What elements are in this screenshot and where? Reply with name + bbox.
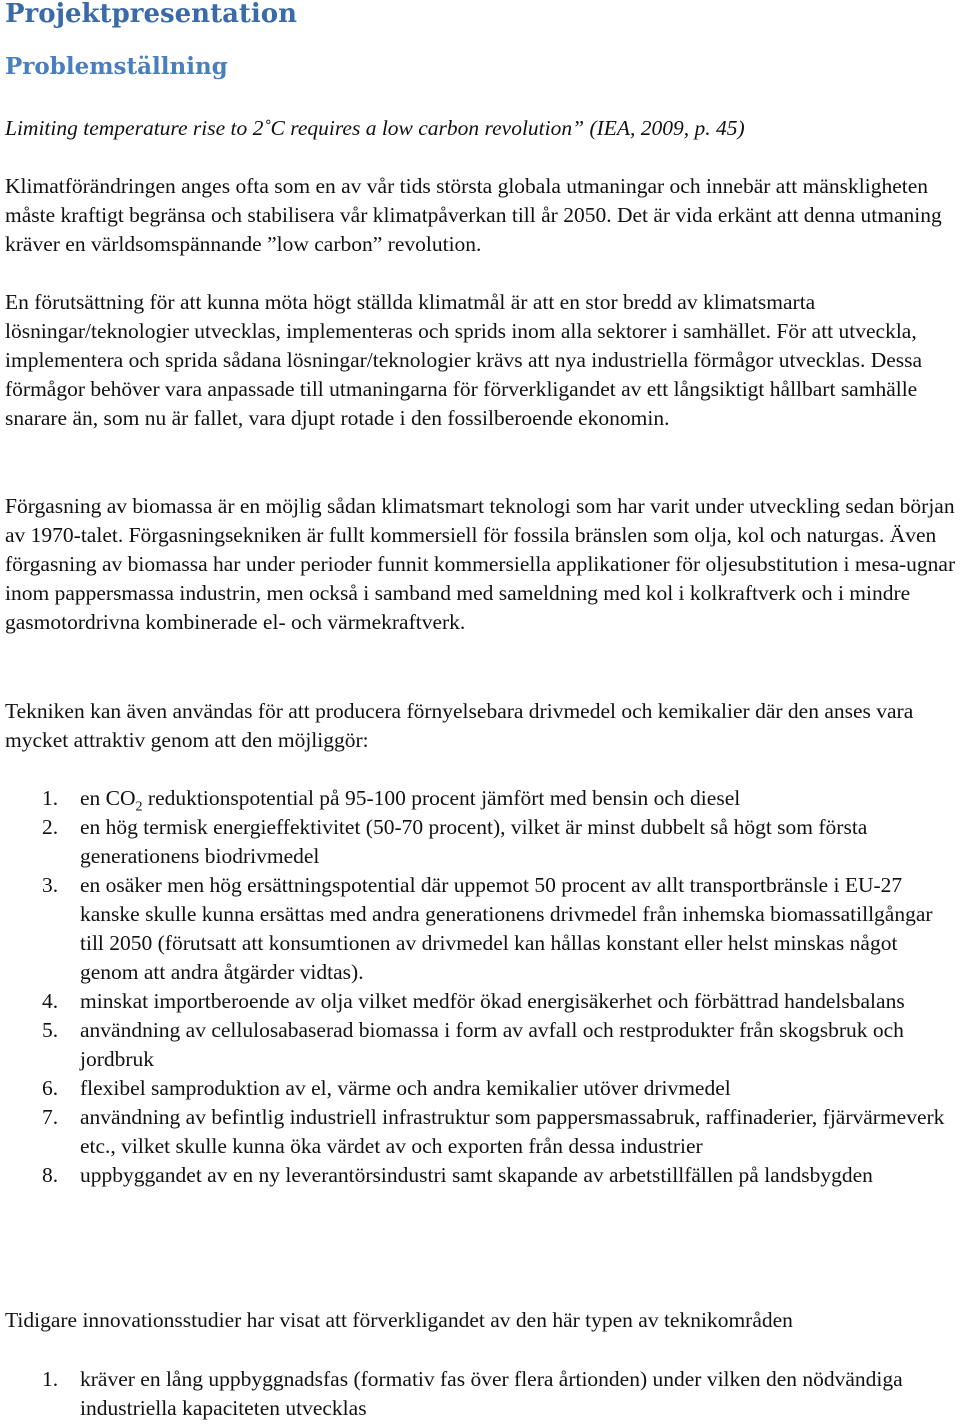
paragraph-innovation: Tidigare innovationsstudier har visat att förverkligandet av den här typen av teknikområden: [5, 1308, 793, 1332]
list-item: [0, 987, 960, 1016]
list-item: 1. en $CO_2$ reduktionspotential på 95-100 procent jämfört med bensin och diesel: [42, 786, 741, 815]
paragraph-technique: Tekniken kan även användas för att producera förnyelsebara drivmedel och kemikalier där den anses vara mycket attraktiv genom att den möjliggör:: [5, 699, 914, 752]
list-item: [0, 1365, 960, 1423]
list-item: [0, 1103, 960, 1161]
paragraph-climate: Klimatförändringen anges ofta som en av vår tids största globala utmaningar och innebär att mänskligheten måste kraftigt begränsa och stabilisera vår klimatpåverkan till år 2050. Det är vida erkänt att denna utmaning kräver en världsomspännande ”low carbon” revolution.: [5, 174, 942, 256]
list-item-number: 2.: [42, 815, 59, 839]
list-item-text: minskat importberoende av olja vilket medför ökad energisäkerhet och förbättrad handelsbalans: [80, 989, 905, 1013]
list-item-number: 3.: [42, 873, 59, 897]
list-item: [0, 1161, 960, 1190]
list-item-number: 8.: [42, 1163, 59, 1187]
paragraph-prerequisite: En förutsättning för att kunna möta högt ställda klimatmål är att en stor bredd av klimatsmarta lösningar/teknologier utvecklas, implementeras och sprids inom alla sektorer i samhället. För att utveckla, implementera och sprida sådana lösningar/teknologier krävs att nya industriella förmågor utvecklas. Dessa förmågor behöver vara anpassade till utmaningarna för förverkligandet av ett långsiktigt hållbart samhälle snarare än, som nu är fallet, vara djupt rotade i den fossilberoende ekonomin.: [5, 290, 923, 430]
list-item: [0, 1074, 960, 1103]
list-item-number: 1.: [42, 786, 59, 810]
page-title: Projektpresentation: [5, 0, 298, 29]
benefits-list: [0, 784, 960, 1190]
list-item-number: 4.: [42, 989, 59, 1013]
list-item-text: en hög termisk energieffektivitet (50-70 procent), vilket är minst dubbelt så högt som första generationens biodrivmedel: [80, 815, 868, 868]
list-item-text: kräver en lång uppbyggnadsfas (formativ fas över flera årtionden) under vilken den nödvändiga industriella kapaciteten utvecklas: [80, 1367, 903, 1420]
list-item: [0, 1016, 960, 1074]
paragraph-gasification: Förgasning av biomassa är en möjlig sådan klimatsmart teknologi som har varit under utveckling sedan början av 1970-talet. Förgasningsekniken är fullt kommersiell för fossila bränslen som olja, kol och naturgas. Även förgasning av biomassa har under perioder funnit kommersiella applikationer för oljesubstitution i mesa-ugnar inom pappersmassa industrin, men också i samband med sameldning med kol i kolkraftverk och i mindre gasmotordrivna kombinerade el- och värmekraftverk.: [5, 494, 956, 634]
list-item-text: användning av befintlig industriell infrastruktur som pappersmassabruk, raffinaderier, fjärvärmeverk etc., vilket skulle kunna öka värdet av och exporten från dessa industrier: [80, 1105, 945, 1158]
list-item-text: uppbyggandet av en ny leverantörsindustri samt skapande av arbetstillfällen på landsbygden: [80, 1163, 873, 1187]
list-item: [0, 813, 960, 871]
list-item-number: 7.: [42, 1105, 59, 1129]
list-item-text: flexibel samproduktion av el, värme och andra kemikalier utöver drivmedel: [80, 1076, 731, 1100]
innovation-list: [0, 1365, 960, 1423]
list-item-number: 6.: [42, 1076, 59, 1100]
quote-line: Limiting temperature rise to 2˚C requires a low carbon revolution” (IEA, 2009, p. 45): [5, 116, 745, 140]
list-item-text: en osäker men hög ersättningspotential där uppemot 50 procent av allt transportbränsle i EU-27 kanske skulle kunna ersättas med andra generationens drivmedel från inhemska biomassatillgångar till 2050 (förutsatt att konsumtionen av drivmedel kan hållas konstant eller helst minskas något genom att andra åtgärder vidtas).: [80, 873, 933, 984]
list-item-text: användning av cellulosabaserad biomassa i form av avfall och restprodukter från skogsbruk och jordbruk: [80, 1018, 904, 1071]
list-item-number: 1.: [42, 1367, 59, 1391]
section-heading: Problemställning: [5, 53, 228, 80]
list-item: [0, 871, 960, 987]
list-item-number: 5.: [42, 1018, 59, 1042]
